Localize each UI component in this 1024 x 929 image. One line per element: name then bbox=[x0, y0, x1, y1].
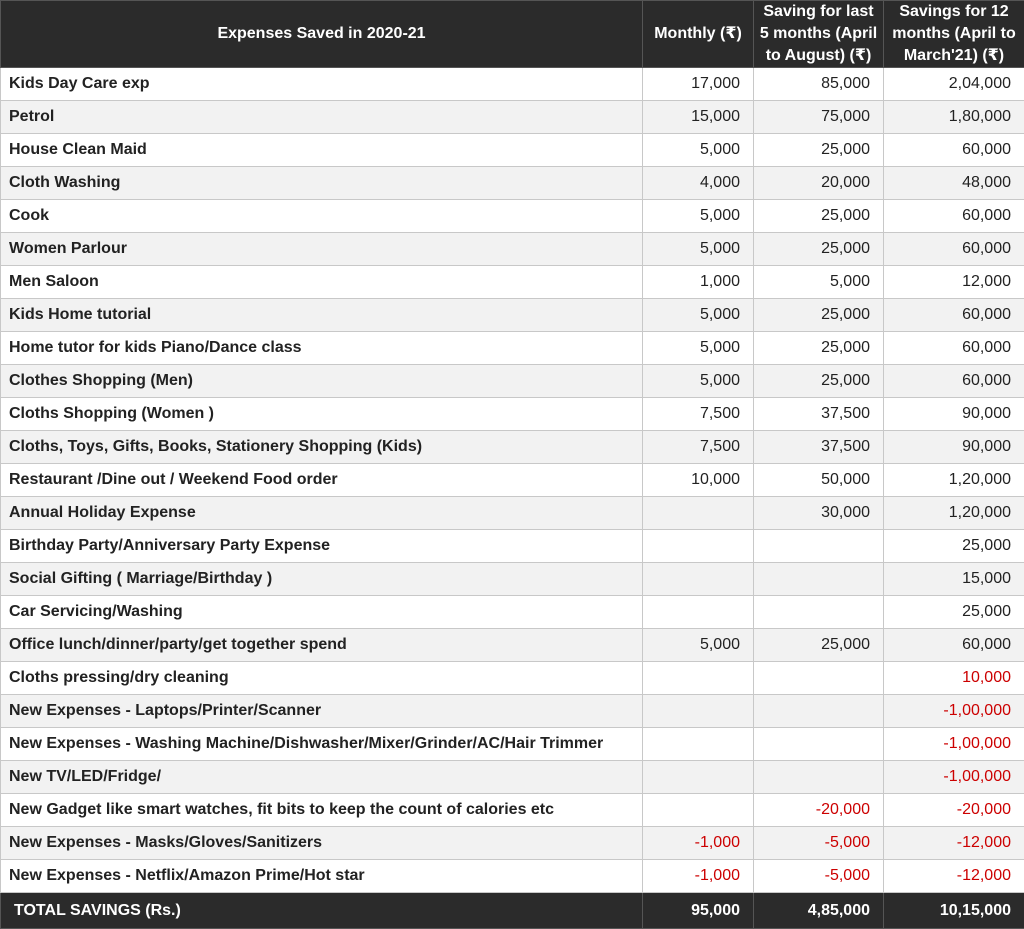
expense-name-cell: Cloths Shopping (Women ) bbox=[1, 398, 643, 431]
expense-name-cell: Office lunch/dinner/party/get together spend bbox=[1, 629, 643, 662]
five-months-cell bbox=[754, 662, 884, 695]
header-five-line2: 5 months (April bbox=[759, 25, 878, 42]
twelve-months-cell: -20,000 bbox=[884, 794, 1024, 827]
five-months-cell: 30,000 bbox=[754, 497, 884, 530]
expense-name-cell: New Expenses - Masks/Gloves/Sanitizers bbox=[1, 827, 643, 860]
monthly-cell: 5,000 bbox=[643, 200, 754, 233]
monthly-cell: -1,000 bbox=[643, 860, 754, 893]
expense-name-cell: Restaurant /Dine out / Weekend Food order bbox=[1, 464, 643, 497]
five-months-cell: 20,000 bbox=[754, 167, 884, 200]
expense-name-cell: Car Servicing/Washing bbox=[1, 596, 643, 629]
table-row bbox=[1, 497, 1024, 530]
five-months-cell: 25,000 bbox=[754, 299, 884, 332]
five-months-cell: 25,000 bbox=[754, 629, 884, 662]
expense-name-cell: Men Saloon bbox=[1, 266, 643, 299]
table-row bbox=[1, 596, 1024, 629]
table-row bbox=[1, 530, 1024, 563]
expense-name-cell: Home tutor for kids Piano/Dance class bbox=[1, 332, 643, 365]
five-months-cell bbox=[754, 596, 884, 629]
total-five-months: 4,85,000 bbox=[754, 893, 884, 929]
table-row bbox=[1, 101, 1024, 134]
monthly-cell: 5,000 bbox=[643, 134, 754, 167]
expense-name-cell: Cloths pressing/dry cleaning bbox=[1, 662, 643, 695]
table-row bbox=[1, 266, 1024, 299]
expense-name-cell: New Expenses - Netflix/Amazon Prime/Hot star bbox=[1, 860, 643, 893]
twelve-months-cell: 60,000 bbox=[884, 629, 1024, 662]
table-row bbox=[1, 464, 1024, 497]
five-months-cell: 25,000 bbox=[754, 233, 884, 266]
expense-name-cell: House Clean Maid bbox=[1, 134, 643, 167]
expense-name-cell: Petrol bbox=[1, 101, 643, 134]
monthly-cell bbox=[643, 563, 754, 596]
table-row bbox=[1, 365, 1024, 398]
table-row bbox=[1, 695, 1024, 728]
table-row bbox=[1, 794, 1024, 827]
monthly-cell: 7,500 bbox=[643, 431, 754, 464]
header-five-months bbox=[754, 1, 884, 68]
twelve-months-cell: 2,04,000 bbox=[884, 68, 1024, 101]
five-months-cell: 50,000 bbox=[754, 464, 884, 497]
monthly-cell bbox=[643, 596, 754, 629]
twelve-months-cell: 1,80,000 bbox=[884, 101, 1024, 134]
expense-name-cell: Cloths, Toys, Gifts, Books, Stationery Shopping (Kids) bbox=[1, 431, 643, 464]
twelve-months-cell: 60,000 bbox=[884, 134, 1024, 167]
expense-name-cell: Annual Holiday Expense bbox=[1, 497, 643, 530]
twelve-months-cell: 60,000 bbox=[884, 365, 1024, 398]
five-months-cell: 5,000 bbox=[754, 266, 884, 299]
table-row bbox=[1, 299, 1024, 332]
table-header bbox=[1, 1, 1024, 68]
table-row bbox=[1, 827, 1024, 860]
five-months-cell: -20,000 bbox=[754, 794, 884, 827]
header-row bbox=[1, 1, 1024, 68]
five-months-cell bbox=[754, 761, 884, 794]
table-row bbox=[1, 167, 1024, 200]
five-months-cell: 25,000 bbox=[754, 200, 884, 233]
twelve-months-cell: 15,000 bbox=[884, 563, 1024, 596]
twelve-months-cell: -1,00,000 bbox=[884, 695, 1024, 728]
monthly-cell bbox=[643, 497, 754, 530]
twelve-months-cell: 60,000 bbox=[884, 233, 1024, 266]
monthly-cell bbox=[643, 794, 754, 827]
five-months-cell bbox=[754, 530, 884, 563]
monthly-cell: 5,000 bbox=[643, 233, 754, 266]
twelve-months-cell: 90,000 bbox=[884, 398, 1024, 431]
table-row bbox=[1, 431, 1024, 464]
five-months-cell: 37,500 bbox=[754, 398, 884, 431]
monthly-cell bbox=[643, 728, 754, 761]
table-row bbox=[1, 233, 1024, 266]
header-expenses: Expenses Saved in 2020-21 bbox=[1, 1, 643, 68]
monthly-cell bbox=[643, 530, 754, 563]
header-five-line1: Saving for last bbox=[763, 3, 874, 20]
five-months-cell: -5,000 bbox=[754, 860, 884, 893]
five-months-cell: 85,000 bbox=[754, 68, 884, 101]
five-months-cell: -5,000 bbox=[754, 827, 884, 860]
header-twelve-line1: Savings for 12 bbox=[899, 3, 1009, 20]
five-months-cell: 37,500 bbox=[754, 431, 884, 464]
monthly-cell: 7,500 bbox=[643, 398, 754, 431]
monthly-cell: 10,000 bbox=[643, 464, 754, 497]
twelve-months-cell: 25,000 bbox=[884, 596, 1024, 629]
monthly-cell: 4,000 bbox=[643, 167, 754, 200]
monthly-cell: 5,000 bbox=[643, 365, 754, 398]
table-row bbox=[1, 332, 1024, 365]
table-row bbox=[1, 398, 1024, 431]
monthly-cell: 17,000 bbox=[643, 68, 754, 101]
twelve-months-cell: -12,000 bbox=[884, 827, 1024, 860]
expense-name-cell: Cook bbox=[1, 200, 643, 233]
expense-name-cell: Kids Home tutorial bbox=[1, 299, 643, 332]
twelve-months-cell: 60,000 bbox=[884, 332, 1024, 365]
twelve-months-cell: 60,000 bbox=[884, 299, 1024, 332]
header-twelve-line3: March'21) (₹) bbox=[903, 47, 1005, 64]
five-months-cell: 25,000 bbox=[754, 134, 884, 167]
twelve-months-cell: 48,000 bbox=[884, 167, 1024, 200]
monthly-cell bbox=[643, 662, 754, 695]
monthly-cell: 15,000 bbox=[643, 101, 754, 134]
monthly-cell: 5,000 bbox=[643, 629, 754, 662]
twelve-months-cell: 25,000 bbox=[884, 530, 1024, 563]
total-monthly: 95,000 bbox=[643, 893, 754, 929]
header-twelve-months bbox=[884, 1, 1024, 68]
table-row bbox=[1, 200, 1024, 233]
expense-name-cell: Clothes Shopping (Men) bbox=[1, 365, 643, 398]
twelve-months-cell: 12,000 bbox=[884, 266, 1024, 299]
twelve-months-cell: 90,000 bbox=[884, 431, 1024, 464]
expense-name-cell: New Gadget like smart watches, fit bits to keep the count of calories etc bbox=[1, 794, 643, 827]
total-label: TOTAL SAVINGS (Rs.) bbox=[1, 893, 643, 929]
five-months-cell: 25,000 bbox=[754, 332, 884, 365]
total-row bbox=[1, 893, 1024, 929]
header-five-line3: to August) (₹) bbox=[765, 47, 872, 64]
table-body bbox=[1, 68, 1024, 893]
five-months-cell bbox=[754, 728, 884, 761]
table-footer bbox=[1, 893, 1024, 929]
expense-name-cell: Women Parlour bbox=[1, 233, 643, 266]
monthly-cell: 5,000 bbox=[643, 299, 754, 332]
five-months-cell bbox=[754, 695, 884, 728]
expense-name-cell: Social Gifting ( Marriage/Birthday ) bbox=[1, 563, 643, 596]
twelve-months-cell: -1,00,000 bbox=[884, 761, 1024, 794]
five-months-cell: 75,000 bbox=[754, 101, 884, 134]
table-row bbox=[1, 629, 1024, 662]
table-row bbox=[1, 68, 1024, 101]
table-row bbox=[1, 662, 1024, 695]
twelve-months-cell: 10,000 bbox=[884, 662, 1024, 695]
expense-name-cell: Cloth Washing bbox=[1, 167, 643, 200]
table-row bbox=[1, 728, 1024, 761]
twelve-months-cell: 1,20,000 bbox=[884, 464, 1024, 497]
monthly-cell: 5,000 bbox=[643, 332, 754, 365]
total-twelve-months: 10,15,000 bbox=[884, 893, 1024, 929]
table-row bbox=[1, 134, 1024, 167]
table-row bbox=[1, 761, 1024, 794]
monthly-cell: -1,000 bbox=[643, 827, 754, 860]
twelve-months-cell: -1,00,000 bbox=[884, 728, 1024, 761]
header-monthly: Monthly (₹) bbox=[643, 1, 754, 68]
table-row bbox=[1, 563, 1024, 596]
expense-name-cell: New Expenses - Washing Machine/Dishwasher/Mixer/Grinder/AC/Hair Trimmer bbox=[1, 728, 643, 761]
five-months-cell: 25,000 bbox=[754, 365, 884, 398]
monthly-cell: 1,000 bbox=[643, 266, 754, 299]
monthly-cell bbox=[643, 761, 754, 794]
twelve-months-cell: -12,000 bbox=[884, 860, 1024, 893]
header-twelve-line2: months (April to bbox=[892, 25, 1016, 42]
expense-name-cell: New Expenses - Laptops/Printer/Scanner bbox=[1, 695, 643, 728]
twelve-months-cell: 1,20,000 bbox=[884, 497, 1024, 530]
monthly-cell bbox=[643, 695, 754, 728]
table-row bbox=[1, 860, 1024, 893]
five-months-cell bbox=[754, 563, 884, 596]
expense-name-cell: Kids Day Care exp bbox=[1, 68, 643, 101]
expense-name-cell: New TV/LED/Fridge/ bbox=[1, 761, 643, 794]
twelve-months-cell: 60,000 bbox=[884, 200, 1024, 233]
expense-name-cell: Birthday Party/Anniversary Party Expense bbox=[1, 530, 643, 563]
